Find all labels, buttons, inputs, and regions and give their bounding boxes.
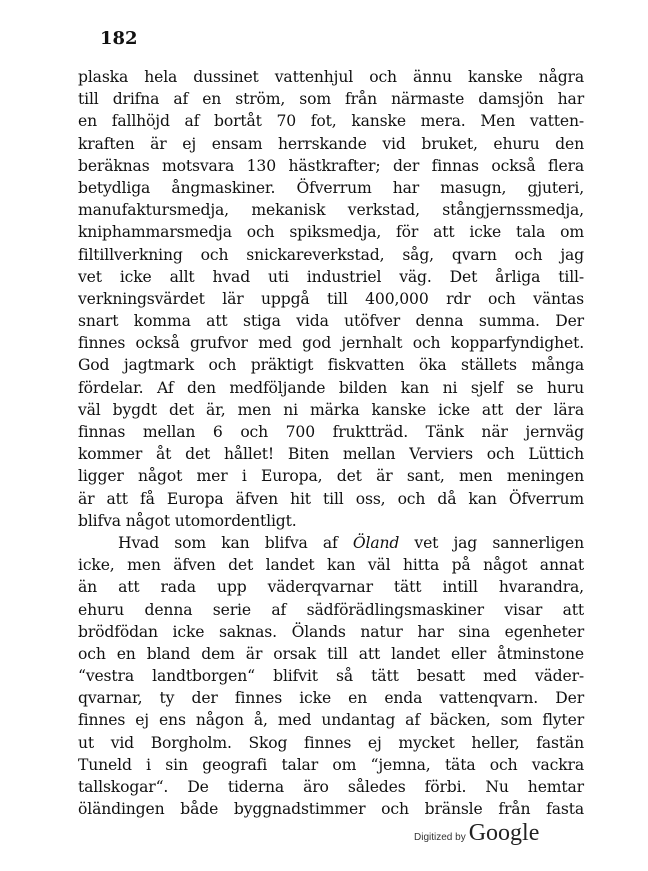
text-line: blifva något utomordentligt. bbox=[78, 511, 297, 530]
text-line: kniphammarsmedja och spiksmedja, för att icke tala om bbox=[78, 223, 584, 242]
text-line: Tuneld i sin geografi talar om “jemna, täta och vackra bbox=[78, 755, 584, 774]
emphasized-place-name: Öland bbox=[352, 533, 400, 552]
text-line: verkningsvärdet lär uppgå till 400,000 rdr och väntas bbox=[78, 289, 584, 308]
text-line: tallskogar“. De tiderna äro således förbi. Nu hemtar bbox=[78, 778, 584, 796]
text-line: väl bygdt det är, men ni märka kanske icke att der lära bbox=[78, 400, 584, 419]
body-text bbox=[78, 66, 584, 820]
text-line: betydliga ångmaskiner. Öfverrum har masugn, gjuteri, bbox=[78, 178, 584, 197]
text-line: snart komma att stiga vida utöfver denna summa. Der bbox=[78, 312, 584, 331]
text-line: ut vid Borgholm. Skog finnes ej mycket heller, fastän bbox=[78, 733, 584, 752]
text-line: beräknas motsvara 130 hästkrafter; der finnas också flera bbox=[78, 156, 584, 175]
text-line: kraften är ej ensam herrskande vid bruket, ehuru den bbox=[78, 134, 584, 153]
text-line: icke, men äfven det landet kan väl hitta på något annat bbox=[78, 556, 584, 575]
page-number: 182 bbox=[100, 28, 138, 49]
paragraph bbox=[78, 532, 584, 820]
text-line: fördelar. Af den medföljande bilden kan ni sjelf se huru bbox=[78, 378, 584, 397]
text-line: ehuru denna serie af sädförädlingsmaskiner visar att bbox=[78, 600, 584, 619]
google-logo: Google bbox=[468, 820, 540, 846]
text-line: ligger något mer i Europa, det är sant, men meningen bbox=[78, 467, 584, 486]
text-line: finnas mellan 6 och 700 fruktträd. Tänk när jernväg bbox=[78, 423, 584, 441]
digitized-watermark bbox=[414, 820, 539, 847]
text-line: vet icke allt hvad uti industriel väg. Det årliga till- bbox=[78, 267, 584, 286]
text-line: finnes också grufvor med god jernhalt och kopparfyndighet. bbox=[78, 334, 584, 353]
text-line: finnes ej ens någon å, med undantag af bäcken, som flyter bbox=[78, 711, 584, 730]
paragraph bbox=[78, 66, 584, 532]
text-line: en fallhöjd af bortåt 70 fot, kanske mera. Men vatten- bbox=[78, 112, 584, 131]
text-line: filtillverkning och snickareverkstad, såg, qvarn och jag bbox=[78, 245, 584, 264]
text-line: öländingen både byggnadstimmer och bränsle från fasta bbox=[78, 800, 584, 819]
text-line: brödfödan icke saknas. Ölands natur har sina egenheter bbox=[78, 622, 584, 641]
text-line: Hvad som kan blifva af Öland vet jag sannerligen bbox=[118, 533, 584, 552]
text-line: är att få Europa äfven hit till oss, och då kan Öfverrum bbox=[78, 489, 584, 508]
text-line: kommer åt det hållet! Biten mellan Verviers och Lüttich bbox=[78, 445, 584, 464]
text-line: till drifna af en ström, som från närmaste damsjön har bbox=[78, 90, 584, 109]
text-line: och en bland dem är orsak till att landet eller åtminstone bbox=[78, 644, 584, 663]
text-line: “vestra landtborgen“ blifvit så tätt besatt med väder- bbox=[78, 667, 584, 686]
text-line: manufaktursmedja, mekanisk verkstad, stångjernssmedja, bbox=[78, 201, 584, 220]
text-line: qvarnar, ty der finnes icke en enda vattenqvarn. Der bbox=[78, 689, 584, 708]
watermark-prefix: Digitized by bbox=[414, 832, 466, 843]
text-line: God jagtmark och präktigt fiskvatten öka ställets många bbox=[78, 356, 584, 375]
text-line: plaska hela dussinet vattenhjul och ännu kanske några bbox=[78, 68, 584, 86]
text-line: än att rada upp väderqvarnar tätt intill hvarandra, bbox=[78, 578, 584, 597]
